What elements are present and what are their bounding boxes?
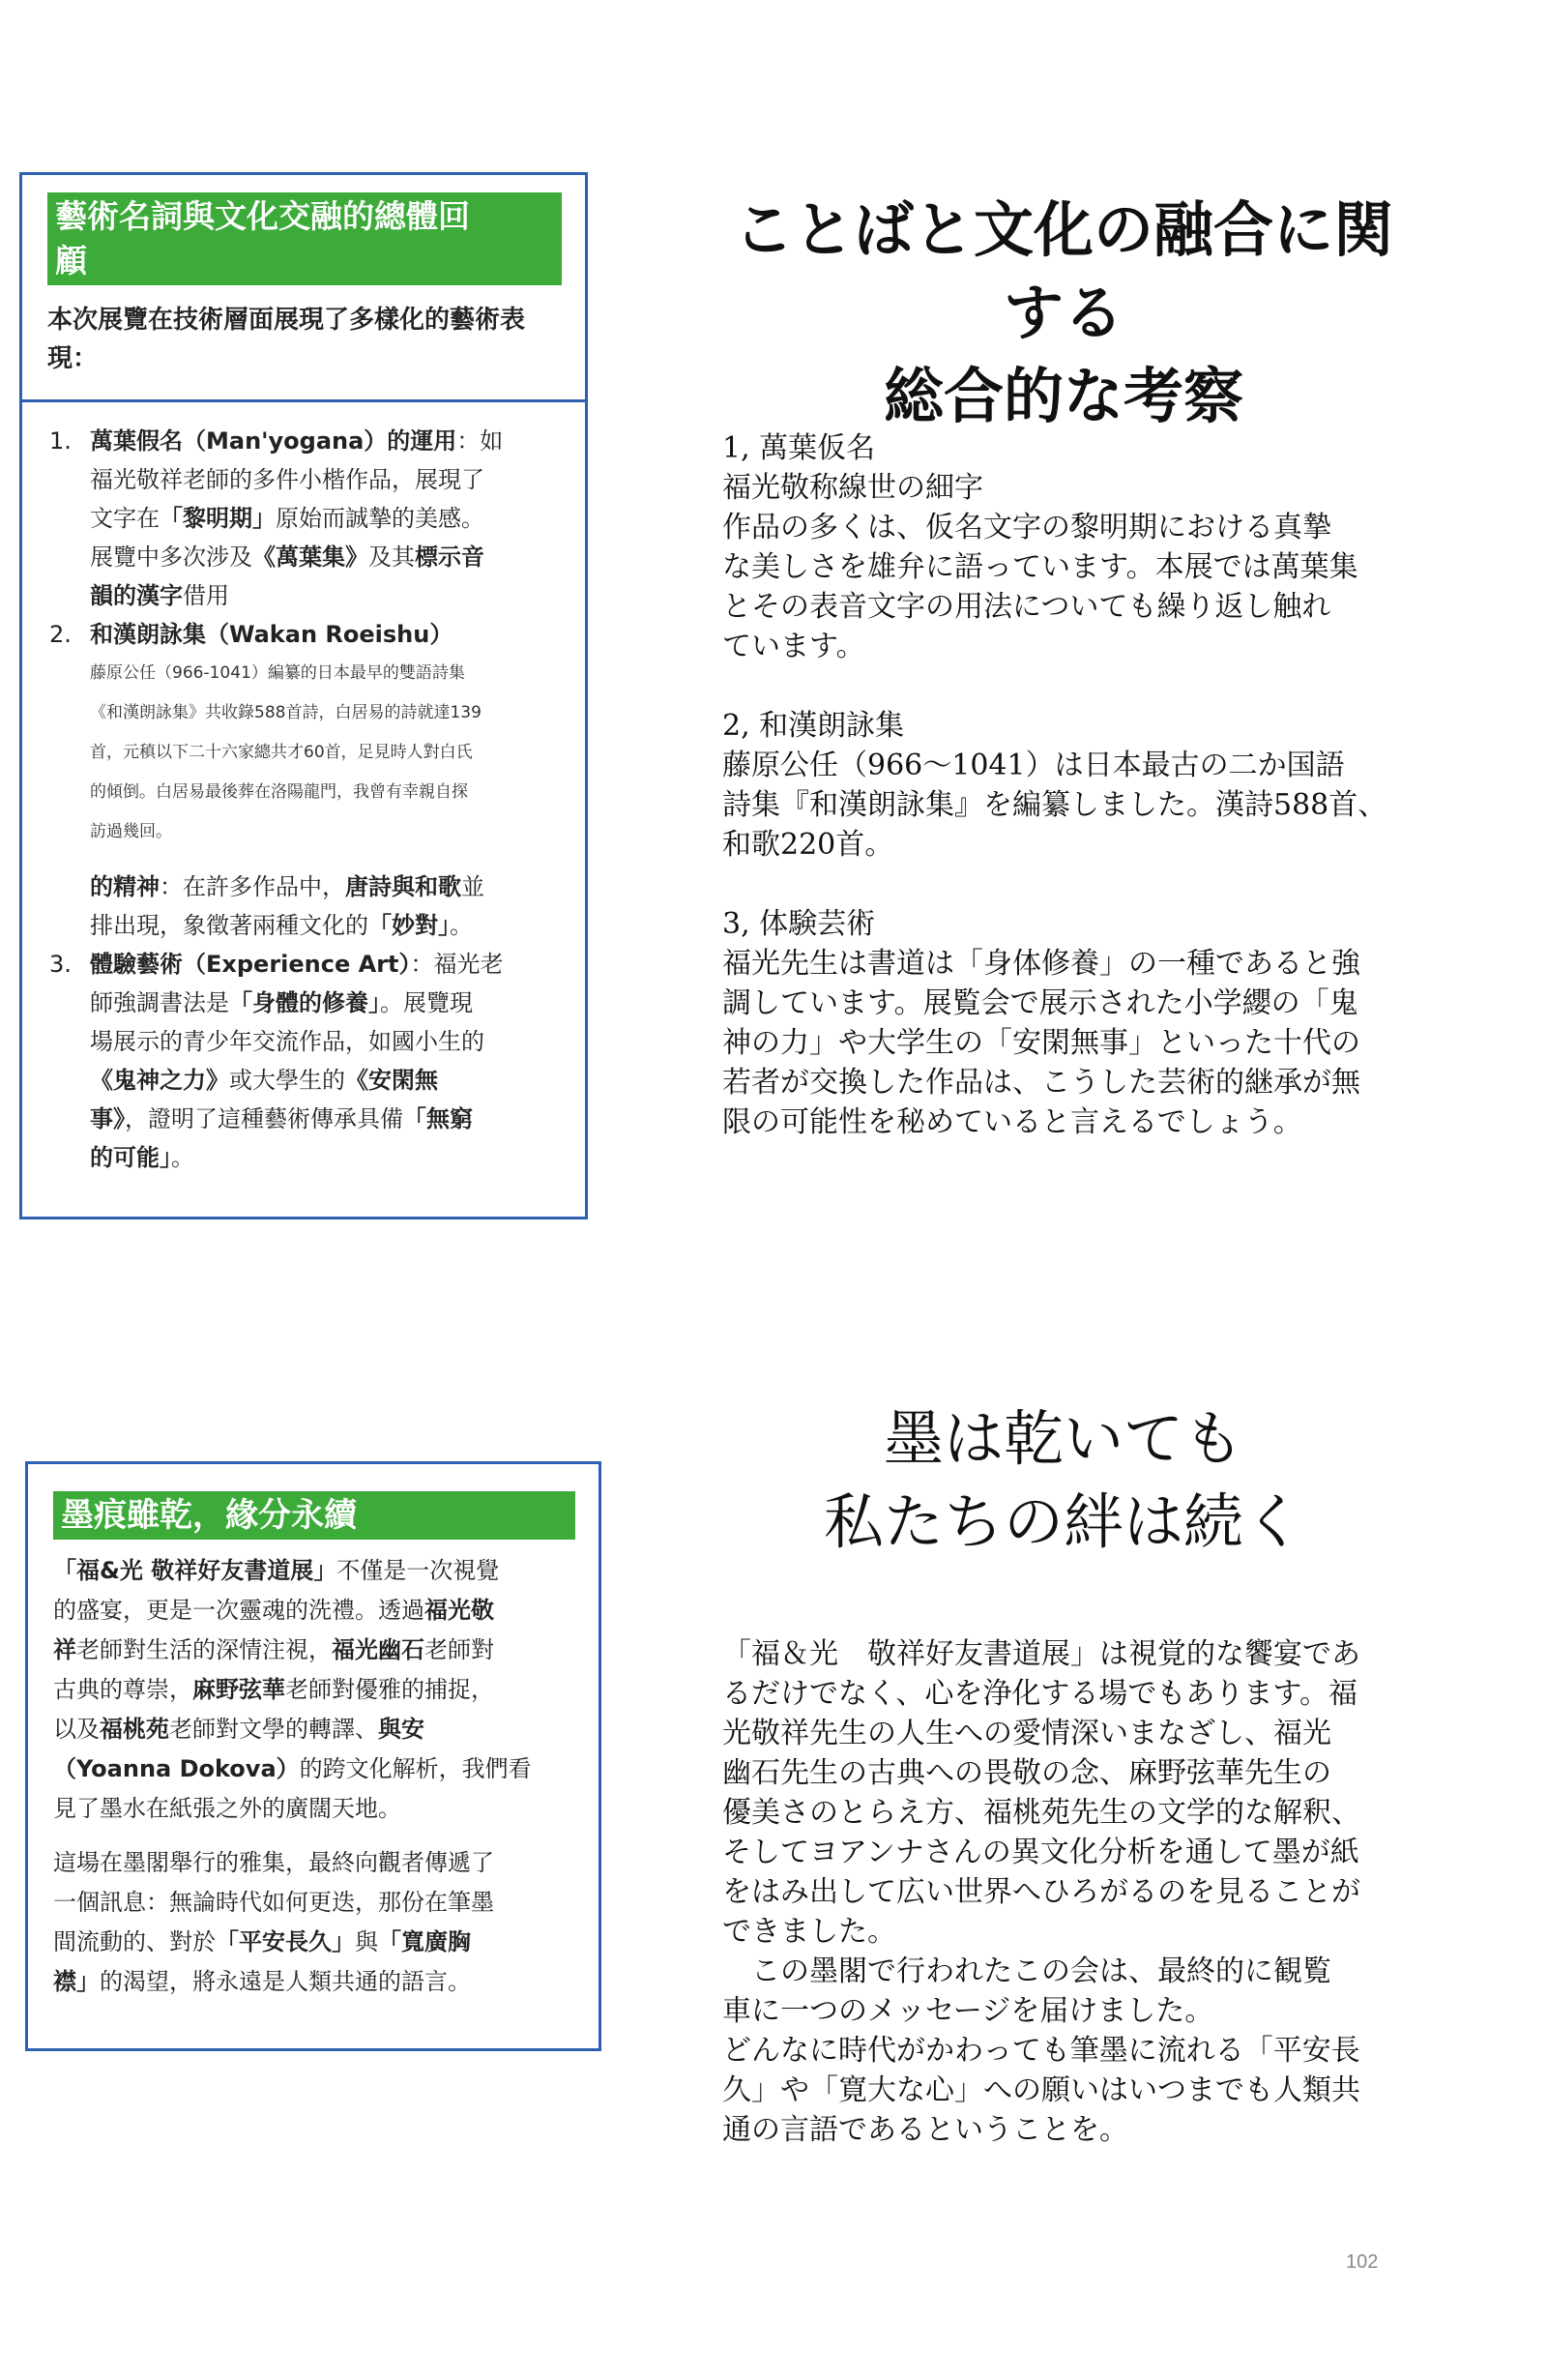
item-number: 2.: [49, 621, 72, 648]
text-line: 以及福桃苑老師對文學的轉譯、與安: [53, 1716, 424, 1743]
text-line: そしてヨアンナさんの異文化分析を通して墨が紙: [722, 1836, 1359, 1869]
text-line: 排出現，象徵著兩種文化的「妙對」。: [90, 912, 473, 939]
text-line: 一個訊息：無論時代如何更迭，那份在筆墨: [53, 1889, 494, 1916]
card-paragraph: [53, 1843, 575, 2002]
text-line: 古典的尊崇，麻野弦華老師對優雅的捕捉，: [53, 1676, 494, 1703]
card-intro: [47, 301, 569, 378]
card-heading: [47, 192, 562, 285]
text-line: 這場在墨閣舉行的雅集，最終向觀者傳遞了: [53, 1849, 494, 1876]
text-line: 光敬祥先生の人生への愛情深いまなざし、福光: [722, 1717, 1331, 1750]
section-title-2: [696, 1397, 1431, 1564]
text-line: [722, 666, 1418, 706]
text-line: 事》，證明了這種藝術傳承具備「無窮: [90, 1105, 473, 1132]
section-body-1: [722, 428, 1418, 1142]
text-line: 的盛宴，更是一次靈魂的洗禮。透過福光敬: [53, 1597, 494, 1624]
text-line: この墨閣で行われたこの会は、最終的に観覧: [722, 1954, 1331, 1988]
text-line: 的傾倒。白居易最後葬在洛陽龍門，我曾有幸親自探: [90, 782, 468, 802]
text-line: 作品の多くは、仮名文字の黎明期における真摯: [722, 511, 1331, 544]
heading-line: 藝術名詞與文化交融的總體回: [55, 197, 470, 235]
item-note: [90, 654, 569, 852]
item-text: [90, 422, 569, 615]
text-line: 車に一つのメッセージを届けました。: [722, 1994, 1214, 2028]
text-line: 的可能」。: [90, 1144, 194, 1171]
list-item: [47, 422, 569, 615]
item-text: [90, 867, 569, 945]
card-paragraph: [53, 1551, 575, 1829]
text-line: 久」や「寛大な心」への願いはいつまでも人類共: [722, 2073, 1360, 2107]
text-line: 見了墨水在紙張之外的廣闊天地。: [53, 1795, 401, 1822]
text-line: 萬葉假名（Man'yogana）的運用：如: [90, 427, 504, 455]
text-line: 3, 体験芸術: [722, 907, 876, 941]
text-line: をはみ出して広い世界へひろがるのを見ることが: [722, 1875, 1360, 1909]
text-line: [722, 865, 1418, 904]
text-line: な美しさを雄弁に語っています。本展では萬葉集: [722, 550, 1358, 584]
text-line: 首，元稹以下二十六家總共才60首，足見時人對白氏: [90, 743, 473, 762]
list-item-continuation: [47, 867, 569, 945]
heading-line: 顧: [55, 242, 87, 279]
text-line: 展覽中多次涉及《萬葉集》及其標示音: [90, 544, 484, 571]
text-line: とその表音文字の用法についても繰り返し触れ: [722, 590, 1331, 624]
title-line: する: [1003, 278, 1124, 348]
list-item: [47, 615, 569, 852]
text-line: どんなに時代がかわっても筆墨に流れる「平安長: [722, 2034, 1360, 2068]
text-line: 襟」的渴望，將永遠是人類共通的語言。: [53, 1968, 471, 1995]
text-line: 的精神：在許多作品中，唐詩與和歌並: [90, 873, 484, 900]
text-line: 間流動的、對於「平安長久」與「寬廣胸: [53, 1928, 471, 1955]
section-body-2: [722, 1634, 1418, 2150]
text-line: 1, 萬葉仮名: [722, 431, 876, 465]
item-number: 1.: [49, 427, 72, 455]
text-line: 訪過幾回。: [90, 822, 172, 841]
page-number: 102: [1346, 2251, 1379, 2273]
intro-line: 現：: [47, 344, 99, 373]
item-title: 和漢朗詠集（Wakan Roeishu）: [90, 621, 453, 648]
text-line: （Yoanna Dokova）的跨文化解析，我們看: [53, 1755, 532, 1782]
item-list: [47, 422, 569, 1177]
title-line: 私たちの絆は続く: [823, 1486, 1303, 1557]
text-line: 若者が交換した作品は、こうした芸術的継承が無: [722, 1066, 1360, 1100]
text-line: 福光敬祥老師的多件小楷作品，展現了: [90, 466, 484, 493]
text-line: 調しています。展覧会で展示された小学纓の「鬼: [722, 986, 1358, 1020]
text-line: るだけでなく、心を浄化する場でもあります。福: [722, 1677, 1357, 1711]
text-line: 《鬼神之力》或大學生的《安閑無: [90, 1067, 438, 1094]
text-line: 體驗藝術（Experience Art）：福光老: [90, 951, 504, 978]
item-number: 3.: [49, 951, 72, 978]
text-line: 場展示的青少年交流作品，如國小生的: [90, 1028, 484, 1055]
text-line: 「福＆光 敬祥好友書道展」は視覚的な饗宴であ: [722, 1637, 1360, 1671]
card-header: [22, 175, 585, 402]
text-line: 藤原公任（966-1041）編纂的日本最早的雙語詩集: [90, 663, 465, 683]
text-line: 限の可能性を秘めていると言えるでしょう。: [722, 1105, 1302, 1139]
text-line: 和歌220首。: [722, 828, 894, 862]
text-line: できました。: [722, 1915, 896, 1949]
summary-card-1: [19, 172, 588, 1219]
text-line: 福光敬称線世の細字: [722, 471, 983, 505]
text-line: 「福&光 敬祥好友書道展」不僅是一次視覺: [53, 1557, 500, 1584]
intro-line: 本次展覽在技術層面展現了多樣化的藝術表: [47, 306, 526, 335]
text-line: ています。: [722, 630, 865, 663]
text-line: 幽石先生の古典への畏敬の念、麻野弦華先生の: [722, 1756, 1331, 1790]
title-line: 墨は乾いても: [883, 1403, 1243, 1474]
list-item: [47, 945, 569, 1177]
item-text: [90, 945, 569, 1177]
text-line: 通の言語であるということを。: [722, 2113, 1128, 2147]
text-line: 師強調書法是「身體的修養」。展覽現: [90, 989, 473, 1016]
text-line: 福光先生は書道は「身体修養」の一種であると強: [722, 947, 1360, 981]
text-line: 優美さのとらえ方、福桃苑先生の文学的な解釈、: [722, 1796, 1360, 1830]
card-heading: 墨痕雖乾，緣分永續: [53, 1491, 575, 1540]
text-line: 祥老師對生活的深情注視，福光幽石老師對: [53, 1636, 494, 1663]
text-line: 文字在「黎明期」原始而誠摯的美感。: [90, 505, 484, 532]
text-line: 藤原公任（966～1041）は日本最古の二か国語: [722, 749, 1345, 782]
title-line: ことばと文化の融合に関: [733, 194, 1393, 265]
text-line: 詩集『和漢朗詠集』を編纂しました。漢詩588首、: [722, 788, 1387, 822]
text-line: 《和漢朗詠集》共收錄588首詩，白居易的詩就達139: [90, 703, 482, 722]
text-line: 2, 和漢朗詠集: [722, 709, 905, 743]
section-title-1: [696, 189, 1431, 438]
text-line: 神の力」や大学生の「安閑無事」といった十代の: [722, 1026, 1360, 1060]
text-line: 韻的漢字借用: [90, 582, 229, 609]
summary-card-2: [25, 1461, 601, 2051]
title-line: 総合的な考察: [883, 361, 1243, 431]
